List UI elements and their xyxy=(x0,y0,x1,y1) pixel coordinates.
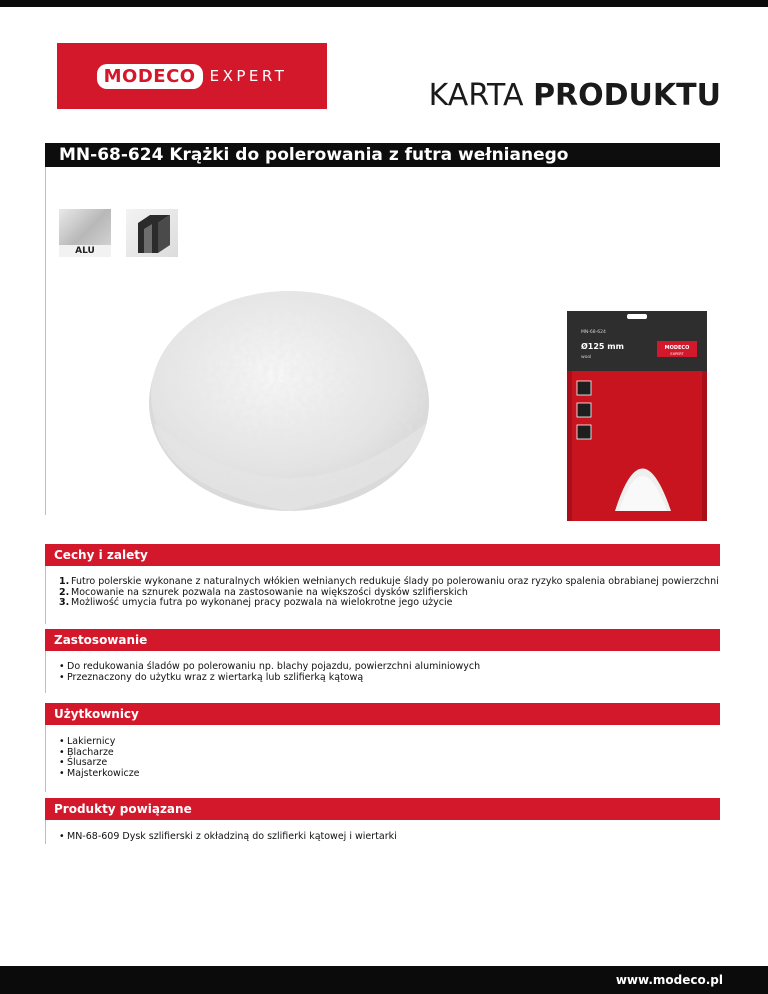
related-title: Produkty powiązane xyxy=(54,802,192,816)
top-bar xyxy=(0,0,768,7)
package-code: MN-68-624 xyxy=(581,330,606,335)
list-item: • Blacharze xyxy=(59,746,114,758)
package-diameter: Ø125 mm xyxy=(581,342,624,351)
document-title-light: KARTA xyxy=(428,78,524,113)
document-title xyxy=(429,78,721,113)
package-brand-suffix: EXPERT xyxy=(670,352,684,356)
features-title: Cechy i zalety xyxy=(54,548,148,562)
list-item[interactable]: • MN-68-609 Dysk szlifierski z okładziną do szlifierki kątowej i wiertarki xyxy=(59,831,397,842)
aluminium-sheet-icon xyxy=(59,209,111,257)
wool-polishing-disc-image xyxy=(146,283,433,515)
related-list xyxy=(59,832,397,843)
list-item: 3. Możliwość umycia futra po wykonanej pracy pozwala na wielokrotne jego użycie xyxy=(59,597,453,608)
list-item: • Lakiernicy xyxy=(59,736,116,747)
steel-profile-icon xyxy=(126,209,178,257)
product-packaging-image xyxy=(567,311,707,521)
features-divider xyxy=(45,566,46,624)
package-brand: MODECO xyxy=(664,345,690,351)
brand-suffix: EXPERT xyxy=(209,67,288,85)
footer-bar xyxy=(0,966,768,994)
related-divider xyxy=(45,820,46,844)
usage-divider xyxy=(45,651,46,693)
list-item: • Przeznaczony do użytku wraz z wiertarką lub szlifierką kątową xyxy=(59,671,364,683)
material-label-alu: ALU xyxy=(59,245,111,257)
document-title-bold: PRODUKTU xyxy=(533,78,721,113)
brand-logo xyxy=(57,43,327,109)
users-divider xyxy=(45,725,46,792)
usage-section-header xyxy=(45,629,720,651)
users-list xyxy=(59,737,140,779)
product-title-bar xyxy=(45,143,720,167)
list-item: • Do redukowania śladów po polerowaniu np. blachy pojazdu, powierzchni aluminiowych xyxy=(59,661,481,672)
usage-title: Zastosowanie xyxy=(54,633,148,647)
list-item: • Ślusarze xyxy=(59,757,108,768)
users-section-header xyxy=(45,703,720,725)
features-section-header xyxy=(45,544,720,566)
usage-list xyxy=(59,662,480,683)
footer-website-link[interactable]: www.modeco.pl xyxy=(615,973,723,987)
product-title: MN-68-624 Krążki do polerowania z futra wełnianego xyxy=(59,145,569,165)
users-title: Użytkownicy xyxy=(54,707,139,721)
list-item: 2. Mocowanie na sznurek pozwala na zastosowanie na większości dysków szlifierskich xyxy=(59,586,468,598)
related-section-header xyxy=(45,798,720,820)
list-item: • Majsterkowicze xyxy=(59,767,140,779)
brand-name: MODECO xyxy=(97,64,203,89)
list-item: 1. Futro polerskie wykonane z naturalnych włókien wełnianych redukuje ślady po polerowaniu oraz ryzyko spalenia obrabianej powierzchni xyxy=(59,576,719,587)
features-list xyxy=(59,577,719,609)
image-area-divider xyxy=(45,167,46,515)
package-subtitle: wool xyxy=(581,355,592,360)
